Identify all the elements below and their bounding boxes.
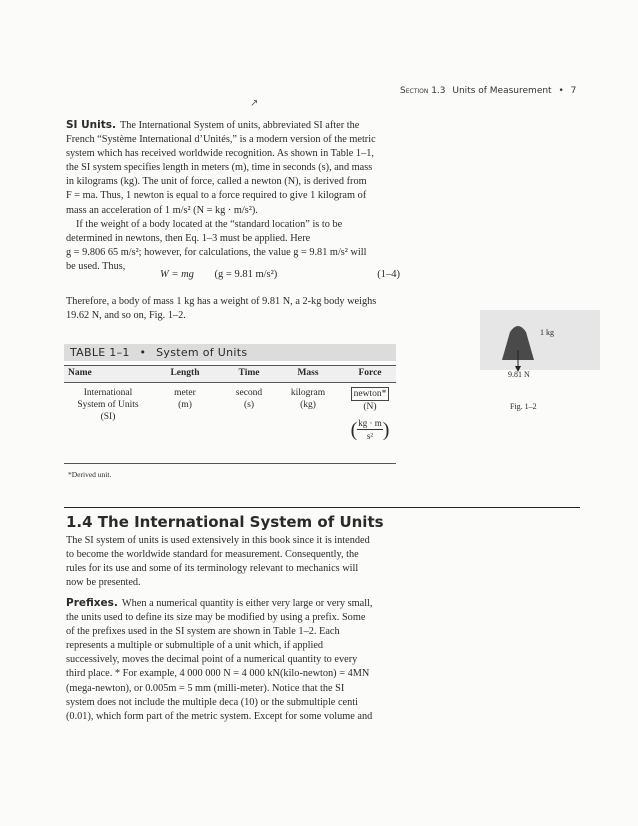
prefixes-line-2: of the prefixes used in the SI system are shown in Table 1–2. Each bbox=[66, 626, 340, 638]
equation-lhs: W = mg bbox=[160, 269, 194, 280]
pen-mark: ↗ bbox=[250, 98, 259, 109]
page-number: 7 bbox=[570, 86, 577, 96]
section-label: Section 1.3 bbox=[400, 86, 446, 96]
table-row-si bbox=[64, 383, 396, 461]
prefixes-lead: Prefixes. bbox=[66, 597, 118, 609]
paren-left: ( bbox=[350, 418, 358, 441]
cell-line: newton* bbox=[351, 387, 390, 401]
weight-diagram bbox=[480, 310, 600, 420]
prefixes-paragraph bbox=[66, 596, 396, 724]
cell-line: (SI) bbox=[100, 412, 116, 422]
section-1-4-intro bbox=[66, 534, 396, 590]
section-rule bbox=[64, 507, 580, 508]
cell-line: System of Units bbox=[77, 400, 139, 410]
si-units-line-9: g = 9.806 65 m/s²; however, for calculations, the value g = 9.81 m/s² will bbox=[66, 246, 367, 258]
prefixes-line-0 bbox=[66, 596, 396, 611]
cell-line: (s) bbox=[243, 400, 255, 410]
intro-line-0: The SI system of units is used extensively in this book since it is intended bbox=[66, 535, 370, 546]
header-bullet: • bbox=[558, 86, 564, 96]
prefixes-line-7: system does not include the multiple deca (10) or the submultiple centi bbox=[66, 696, 358, 708]
cell-line: second bbox=[235, 388, 263, 398]
header-mass: Mass bbox=[297, 368, 319, 378]
si-units-line-4: in kilograms (kg). The unit of force, called a newton (N), is derived from bbox=[66, 176, 367, 188]
table-1-1 bbox=[64, 344, 396, 484]
paren-right: ) bbox=[382, 418, 390, 441]
cell-line: (N) bbox=[363, 402, 377, 412]
prefixes-line-8: (0.01), which form part of the metric system. Except for some volume and bbox=[66, 710, 373, 722]
equation-number: (1–4) bbox=[377, 269, 400, 280]
mass-label: 1 kg bbox=[540, 328, 554, 337]
si-units-line-7: If the weight of a body located at the “standard location” is to be bbox=[76, 218, 343, 230]
si-units-line-8: determined in newtons, then Eq. 1–3 must be applied. Here bbox=[66, 232, 311, 244]
figure-caption: Fig. 1–2 bbox=[510, 402, 537, 411]
prefixes-line-1: the units used to define its size may be modified by using a prefix. Some bbox=[66, 612, 366, 624]
table-footnote: *Derived unit. bbox=[68, 470, 112, 479]
figure-background bbox=[480, 310, 600, 370]
si-units-line-1: French “Système International d’Unités,” is a modern version of the metric bbox=[66, 134, 376, 146]
equation-condition: (g = 9.81 m/s²) bbox=[214, 269, 278, 280]
cell-line: International bbox=[83, 388, 133, 398]
line: When a numerical quantity is either very large or very small, bbox=[121, 598, 373, 609]
si-units-line-0 bbox=[66, 118, 396, 133]
cell-length bbox=[160, 387, 210, 411]
cell-line: (m) bbox=[178, 400, 192, 410]
cell-mass bbox=[278, 387, 338, 411]
section-1-4-title: 1.4 The International System of Units bbox=[66, 513, 384, 531]
cell-line: kilogram bbox=[290, 388, 326, 398]
intro-line-1: to become the worldwide standard for measurement. Consequently, the bbox=[66, 549, 359, 561]
cell-line: (kg) bbox=[300, 400, 316, 410]
therefore-line-0: Therefore, a body of mass 1 kg has a weight of 9.81 N, a 2-kg body weighs bbox=[66, 296, 377, 307]
prefixes-line-4: successively, moves the decimal point of a numerical quantity to every bbox=[66, 654, 358, 666]
si-units-line-2: system which has received worldwide recognition. As shown in Table 1–1, bbox=[66, 148, 374, 160]
table-title-bar bbox=[64, 344, 396, 361]
si-units-line-5: F = ma. Thus, 1 newton is equal to a force required to give 1 kilogram of bbox=[66, 190, 367, 202]
fraction-numerator: kg · m bbox=[358, 418, 382, 428]
table-header-row bbox=[64, 365, 396, 383]
prefixes-line-5: third place. * For example, 4 000 000 N = 4 000 kN(kilo-newton) = 4MN bbox=[66, 668, 370, 680]
header-length: Length bbox=[170, 368, 200, 378]
therefore-line-1: 19.62 N, and so on, Fig. 1–2. bbox=[66, 310, 186, 322]
si-units-line-3: the SI system specifies length in meters (m), time in seconds (s), and mass bbox=[66, 162, 373, 174]
running-header bbox=[400, 86, 590, 96]
cell-name bbox=[68, 387, 148, 423]
prefixes-line-6: (mega-newton), or 0.005m = 5 mm (milli-meter). Notice that the SI bbox=[66, 682, 345, 694]
table-bullet: • bbox=[139, 346, 147, 359]
cell-time bbox=[224, 387, 274, 411]
equation-1-4 bbox=[160, 269, 400, 280]
force-formula bbox=[351, 417, 390, 442]
header-time: Time bbox=[238, 368, 260, 378]
header-name: Name bbox=[68, 368, 92, 378]
header-force: Force bbox=[358, 368, 382, 378]
si-units-line-6: mass an acceleration of 1 m/s² (N = kg · m/s²). bbox=[66, 204, 258, 216]
si-units-line-10: be used. Thus, bbox=[66, 260, 126, 272]
line: The International System of units, abbreviated SI after the bbox=[119, 120, 360, 131]
section-title: Units of Measurement bbox=[452, 86, 552, 96]
figure-1-2 bbox=[480, 310, 600, 420]
table-title: System of Units bbox=[156, 346, 248, 359]
fraction bbox=[357, 417, 383, 442]
therefore-paragraph bbox=[66, 295, 396, 323]
si-units-lead: SI Units. bbox=[66, 119, 116, 131]
force-label: 9.81 N bbox=[508, 370, 530, 379]
intro-line-2: rules for its use and some of its terminology relevant to mechanics will bbox=[66, 563, 359, 575]
table-footnote-row bbox=[64, 463, 396, 484]
intro-line-3: now be presented. bbox=[66, 577, 141, 589]
cell-line: meter bbox=[174, 388, 196, 398]
prefixes-line-3: represents a multiple or submultiple of a unit which, if applied bbox=[66, 640, 324, 652]
table-label: TABLE 1–1 bbox=[70, 346, 130, 359]
fraction-denominator: s² bbox=[366, 431, 374, 441]
si-units-paragraph bbox=[66, 118, 396, 274]
cell-force bbox=[342, 387, 398, 442]
